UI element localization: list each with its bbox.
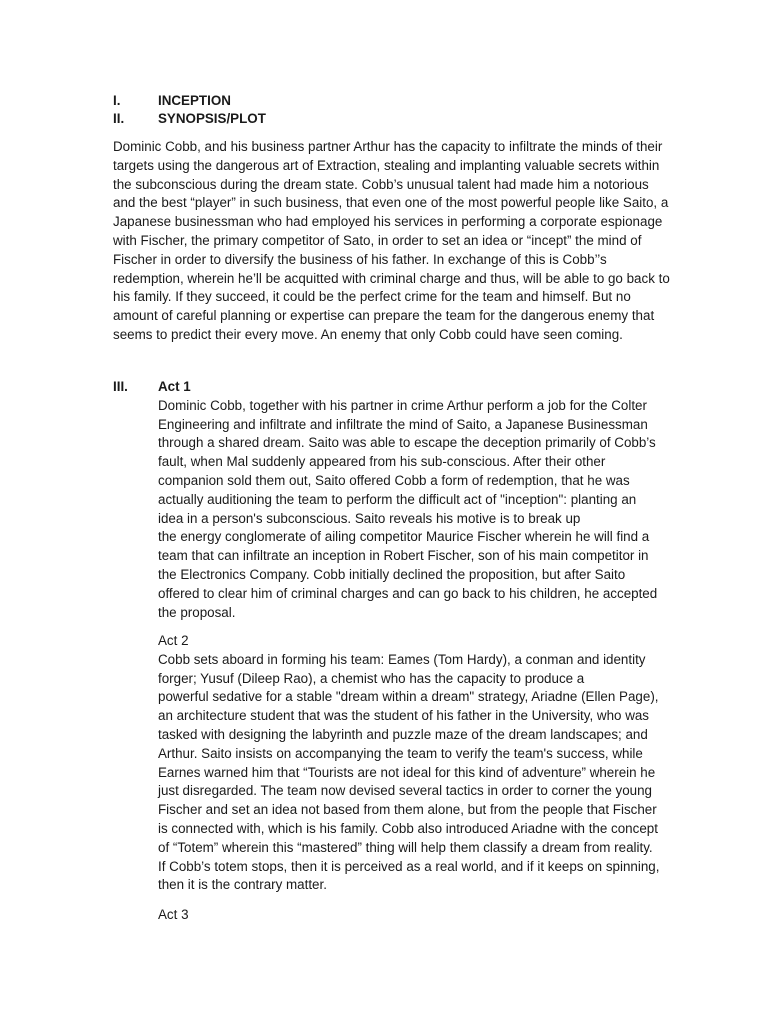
text-line: Arthur. Saito insists on accompanying the team to verify the team's success, while <box>158 745 643 761</box>
text-line: just disregarded. The team now devised several tactics in order to corner the young <box>158 783 652 799</box>
text-line: tasked with designing the labyrinth and puzzle maze of the dream landscapes; and <box>158 726 648 742</box>
text-line: then it is the contrary matter. <box>158 877 327 893</box>
heading-synopsis <box>113 110 266 128</box>
text-line: Cobb sets aboard in forming his team: Eames (Tom Hardy), a conman and identity <box>158 651 646 667</box>
act-3-section <box>158 906 678 925</box>
section-number: III. <box>113 379 128 394</box>
heading-number: I. <box>113 93 121 108</box>
heading-number: II. <box>113 111 125 126</box>
text-line: If Cobb’s totem stops, then it is perceived as a real world, and if it keeps on spinning, <box>158 858 660 874</box>
text-line: powerful sedative for a stable "dream within a dream" strategy, Ariadne (Ellen Page), <box>158 689 659 705</box>
act-2-section <box>158 632 678 895</box>
text-line: an architecture student that was the student of his father in the University, who was <box>158 708 650 724</box>
act-2-text <box>158 651 678 895</box>
heading-inception <box>113 92 231 110</box>
text-line: is connected with, which is his family. Cobb also introduced Ariadne with the concept <box>158 820 658 836</box>
text-line: the energy conglomerate of ailing competitor Maurice Fischer wherein he will find a <box>158 529 650 545</box>
text-line: Dominic Cobb, together with his partner in crime Arthur perform a job for the Colter <box>158 397 647 413</box>
heading-title: INCEPTION <box>158 93 231 108</box>
text-line: companion sold them out, Saito offered Cobb a form of redemption, that he was <box>158 472 630 488</box>
text-line: team that can infiltrate an inception in Robert Fischer, son of his main competitor in <box>158 548 649 564</box>
act-title: Act 1 <box>158 379 191 394</box>
heading-title: SYNOPSIS/PLOT <box>158 111 266 126</box>
text-line: Earnes warned him that “Tourists are not ideal for this kind of adventure” wherein he <box>158 764 656 780</box>
act-1-section <box>158 378 678 622</box>
act-title: Act 3 <box>158 907 189 922</box>
act-title: Act 2 <box>158 633 189 648</box>
text-line: forger; Yusuf (Dileep Rao), a chemist who has the capacity to produce a <box>158 670 585 686</box>
text-line: Fischer and set an idea not based from them alone, but from the people that Fischer <box>158 802 657 818</box>
text-line: Engineering and infiltrate and infiltrate the mind of Saito, a Japanese Businessman <box>158 416 648 432</box>
act-1-text <box>158 397 678 623</box>
text-line: fault, when Mal suddenly appeared from his sub-conscious. After their other <box>158 454 606 470</box>
text-line: through a shared dream. Saito was able to escape the deception primarily of Cobb’s <box>158 435 656 451</box>
text-line: the proposal. <box>158 604 236 620</box>
text-line: the Electronics Company. Cobb initially declined the proposition, but after Saito <box>158 566 626 582</box>
text-line: idea in a person's subconscious. Saito reveals his motive is to break up <box>158 510 581 526</box>
text-line: of “Totem” wherein this “mastered” thing will help them classify a dream from reality. <box>158 839 653 855</box>
text-line: actually auditioning the team to perform the difficult act of "inception": planting an <box>158 491 637 507</box>
synopsis-paragraph: Dominic Cobb, and his business partner Arthur has the capacity to infiltrate the minds of their targets using the dangerous art of Extraction, stealing and implanting valuable secrets within the subconscious during the dream state. Cobb’s unusual talent had made him a notorious and the best “player” in such business, that even one of the most powerful people like Saito, a Japanese businessman who had employed his services in performing a corporate espionage with Fischer, the primary competitor of Sato, in order to set an idea or “incept” the mind of Fischer in order to diversify the business of his father. In exchange of this is Cobb’’s redemption, wherein he’ll be acquitted with criminal charge and thus, will be able to go back to his family. If they succeed, it could be the perfect crime for the team and himself. But no amount of careful planning or expertise can prepare the team for the dangerous enemy that seems to predict their every move. An enemy that only Cobb could have seen coming. <box>113 139 670 342</box>
text-line: offered to clear him of criminal charges and can go back to his children, he accepted <box>158 585 658 601</box>
